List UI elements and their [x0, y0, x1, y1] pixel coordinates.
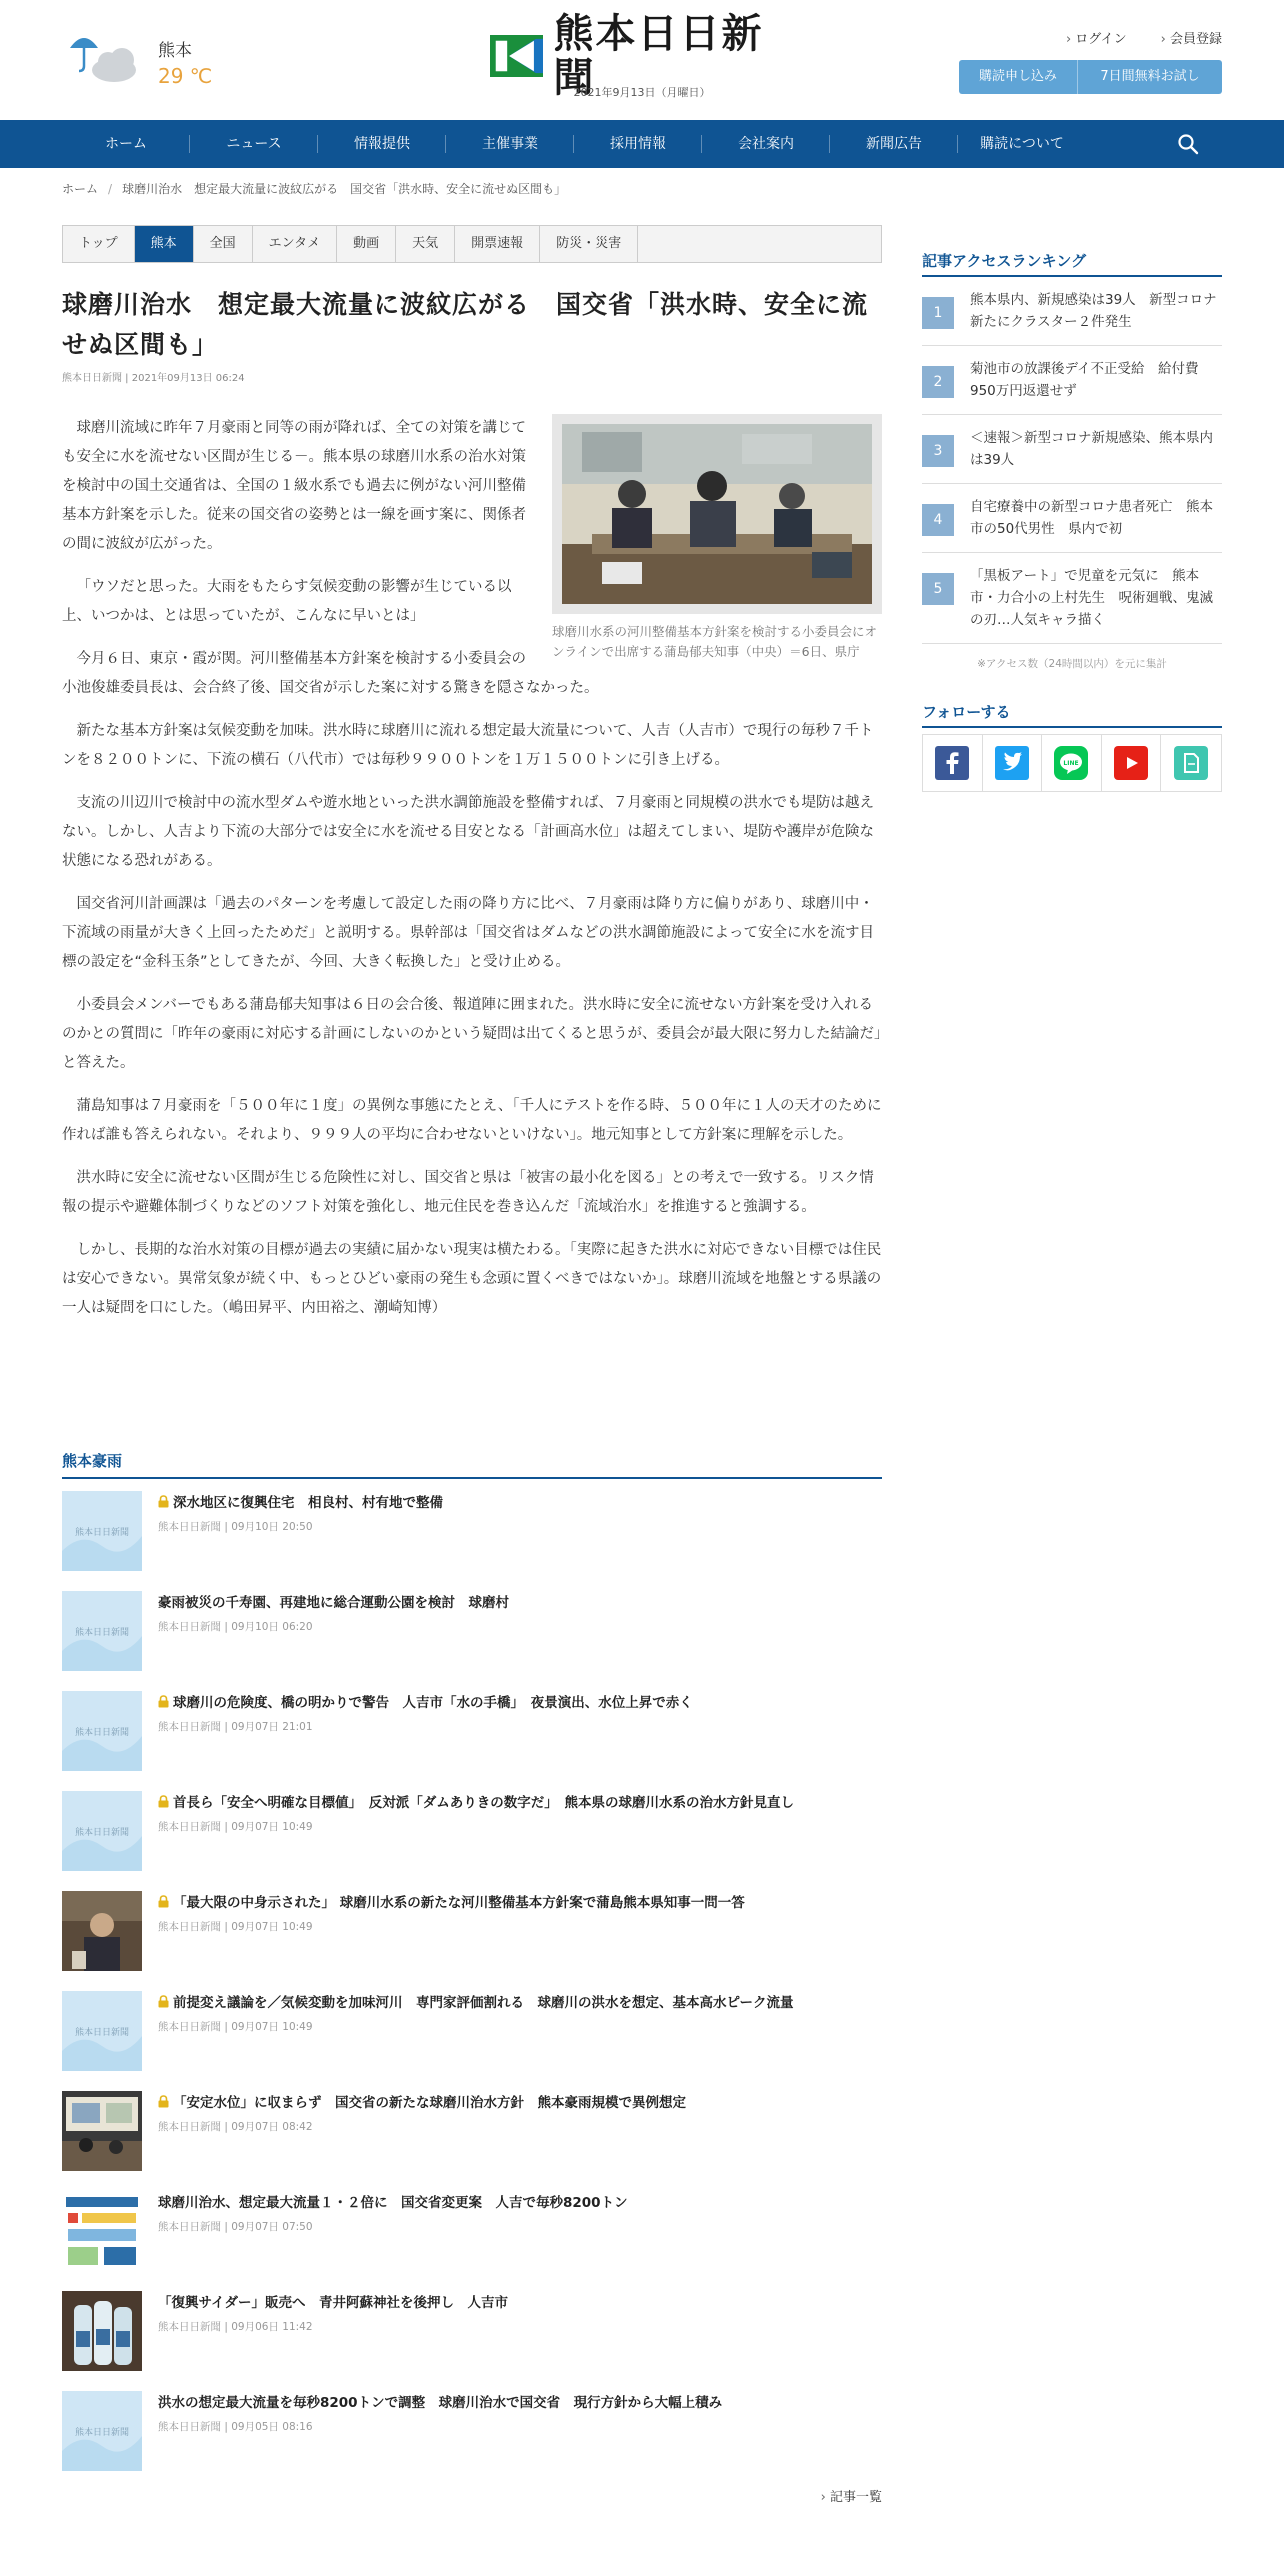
related-article-meta: 熊本日日新聞 | 09月06日 11:42 [158, 2321, 313, 2333]
related-article-text [158, 2191, 628, 2234]
related-article-title[interactable] [158, 1493, 443, 1513]
nav-recruit[interactable]: 採用情報 [574, 120, 702, 168]
related-article-meta: 熊本日日新聞 | 09月10日 06:20 [158, 1621, 313, 1633]
lock-icon [158, 1995, 169, 2008]
tab-top[interactable]: トップ [63, 226, 135, 262]
related-article-text [158, 1591, 509, 1634]
article-thumbnail[interactable] [62, 1891, 142, 1971]
related-articles [62, 1450, 882, 2505]
svg-text:熊本日日新聞: 熊本日日新聞 [74, 1528, 130, 1538]
article-thumbnail[interactable] [62, 1691, 142, 1771]
breadcrumb-separator: / [108, 182, 113, 196]
article-paragraph: 蒲島知事は７月豪雨を「５００年に１度」の異例な事態にたとえ、「千人にテストを作る時、５００年に１人の天才のために作れば誰も答えられない。それより、９９９人の平均に合わせないといけない」。地元知事として方針案に理解を示した。 [62, 1098, 882, 1143]
member-links [1066, 28, 1222, 47]
register-link[interactable]: › 会員登録 [1161, 28, 1222, 47]
tab-entertainment[interactable]: エンタメ [253, 226, 337, 262]
related-article-title[interactable] [158, 1593, 509, 1613]
breadcrumb [62, 180, 566, 197]
related-article-text [158, 2091, 686, 2134]
related-article[interactable] [62, 2379, 882, 2479]
article-paragraph: 支流の川辺川で検討中の流水型ダムや遊水地といった洪水調節施設を整備すれば、７月豪雨と同規模の洪水でも堤防は越えない。しかし、人吉より下流の大部分では安全に水を流せる目安となる「計画高水位」は超えてしまい、堤防や護岸が危険な状態になる恐れがある。 [62, 795, 874, 869]
article-thumbnail[interactable] [62, 1491, 142, 1571]
nav-home[interactable]: ホーム [62, 120, 190, 168]
rank-number: 1 [922, 297, 954, 329]
article-paragraph: 今月６日、東京・霞が関。河川整備基本方針案を検討する小委員会の小池俊雄委員長は、会合終了後、国交省が示した案に対する驚きを隠さなかった。 [62, 651, 599, 696]
related-article-title[interactable] [158, 1693, 693, 1713]
tab-national[interactable]: 全国 [194, 226, 253, 262]
article-thumbnail[interactable] [62, 2191, 142, 2271]
article-paragraph: 新たな基本方針案は気候変動を加味。洪水時に球磨川に流れる想定最大流量について、人吉（人吉市）で現行の毎秒７千トンを８２００トンに、下流の横石（八代市）では毎秒９９００トンを１万１５００トンに引き上げる。 [62, 723, 874, 768]
article-paragraph: 小委員会メンバーでもある蒲島郁夫知事は６日の会合後、報道陣に囲まれた。洪水時に安全に流せない方針案を受け入れるのかとの質問に「昨年の豪雨に対応する計画にしないのかという疑問は出てくると思うが、委員会が最大限に努力した結論だ」と答えた。 [62, 997, 882, 1071]
more-articles-link[interactable]: › 記事一覧 [821, 2486, 882, 2505]
ranking-item[interactable] [922, 553, 1222, 644]
facebook-icon [935, 746, 969, 780]
related-article-title-text[interactable]: 「安定水位」に収まらず 国交省の新たな球磨川治水方針 熊本豪雨規模で異例想定 [173, 2095, 686, 2111]
related-article[interactable] [62, 1879, 882, 1979]
related-article[interactable] [62, 2079, 882, 2179]
related-article-title[interactable] [158, 1993, 793, 2013]
rank-title[interactable]: ＜速報＞新型コロナ新規感染、熊本県内は39人 [970, 430, 1213, 468]
nav-events[interactable]: 主催事業 [446, 120, 574, 168]
article-body [62, 414, 882, 1323]
related-article[interactable] [62, 1479, 882, 1579]
app-icon [1174, 746, 1208, 780]
related-article-title[interactable] [158, 2093, 686, 2113]
article-paragraph: 国交省河川計画課は「過去のパターンを考慮して設定した雨の降り方に比べ、７月豪雨は降り方に偏りがあり、球磨川中・下流域の雨量が大きく上回ったためだ」と説明する。県幹部は「国交省はダムなどの洪水調節施設によって安全に水を流す目標の設定を“金科玉条”としてきたが、今回、大きく転換した」と受け止める。 [62, 896, 874, 970]
related-article-meta: 熊本日日新聞 | 09月05日 08:16 [158, 2421, 313, 2433]
ranking-item[interactable] [922, 277, 1231, 346]
article-figure [552, 414, 882, 662]
lock-icon [158, 2095, 169, 2108]
article-photo[interactable] [552, 414, 882, 614]
logo-k-icon [490, 34, 543, 78]
nav-info[interactable]: 情報提供 [318, 120, 446, 168]
rank-number: 4 [922, 504, 954, 536]
svg-text:LINE: LINE [1063, 760, 1080, 767]
svg-text:熊本日日新聞: 熊本日日新聞 [74, 1628, 130, 1638]
related-article[interactable] [62, 1679, 882, 1779]
article-paragraph: 洪水時に安全に流せない区間が生じる危険性に対し、国交省と県は「被害の最小化を図る」との考えで一致する。リスク情報の提示や避難体制づくりなどのソフト対策を強化し、地元住民を巻き込んだ「流域治水」を推進すると強調する。 [62, 1170, 874, 1215]
ranking-note: ※アクセス数（24時間以内）を元に集計 [977, 658, 1167, 670]
related-article-text [158, 1691, 693, 1734]
follow-section [922, 701, 1222, 792]
lock-icon [158, 1495, 169, 1508]
ranking-item[interactable] [922, 484, 1222, 553]
related-article[interactable] [62, 1579, 882, 1679]
rank-number: 2 [922, 366, 954, 398]
nav-subscription[interactable]: 購読について [980, 136, 1064, 152]
weather-city: 熊本 [158, 41, 192, 61]
related-article-meta: 熊本日日新聞 | 09月10日 20:50 [158, 1521, 313, 1533]
ranking-item[interactable] [922, 415, 1222, 484]
category-tabs [62, 225, 882, 263]
related-article[interactable] [62, 1979, 882, 2079]
related-article-title-text[interactable]: 前提変え議論を／気候変動を加味河川 専門家評価割れる 球磨川の洪水を想定、基本高水ピーク流量 [173, 1995, 794, 2011]
weather-temp: 29 ℃ [158, 64, 213, 88]
svg-text:熊本日日新聞: 熊本日日新聞 [74, 2428, 130, 2438]
youtube-link[interactable] [1102, 735, 1162, 791]
follow-heading: フォローする [922, 701, 1222, 728]
article [62, 285, 882, 1337]
photo-caption: 球磨川水系の河川整備基本方針案を検討する小委員会にオンラインで出席する蒲島郁夫知事（中央）＝6日、県庁 [552, 624, 878, 659]
logo-text: 熊本日日新聞 [553, 10, 764, 101]
related-article-title[interactable] [158, 1793, 794, 1813]
site-header [0, 0, 1284, 120]
tab-election[interactable]: 開票速報 [455, 226, 540, 262]
rank-title[interactable]: 菊池市の放課後デイ不正受給 給付費950万円返還せず [970, 361, 1199, 399]
related-article-meta: 熊本日日新聞 | 09月07日 10:49 [158, 1921, 313, 1933]
tab-weather[interactable]: 天気 [396, 226, 455, 262]
related-list [62, 1479, 882, 2479]
related-article-meta: 熊本日日新聞 | 09月07日 10:49 [158, 1821, 313, 1833]
rank-title[interactable]: 熊本県内、新規感染は39人 新型コロナ 新たにクラスター２件発生 [970, 292, 1231, 330]
rank-title[interactable]: 「黒板アート」で児童を元気に 熊本市・力合小の上村先生 呪術廻戦、鬼滅の刃…人気キャラ描く [970, 568, 1213, 628]
article-paragraph: 「ウソだと思った。大雨をもたらす気候変動の影響が生じている以上、いつかは、とは思っていたが、こんなに早いとは」 [62, 579, 512, 624]
login-link[interactable]: › ログイン [1066, 28, 1127, 47]
article-thumbnail[interactable] [62, 2391, 142, 2471]
search-icon[interactable] [1176, 132, 1200, 156]
related-article-title-text[interactable]: 洪水の想定最大流量を毎秒8200トンで調整 球磨川治水で国交省 現行方針から大幅上積み [158, 2395, 723, 2411]
tab-kumamoto[interactable]: 熊本 [135, 226, 194, 262]
article-title: 球磨川治水 想定最大流量に波紋広がる 国交省「洪水時、安全に流せぬ区間も」 [62, 290, 869, 359]
subscribe-button[interactable]: 購読申し込み [959, 60, 1078, 94]
related-article-title[interactable] [158, 2193, 628, 2213]
related-article-text [158, 2391, 722, 2434]
article-thumbnail[interactable] [62, 1591, 142, 1671]
article-thumbnail[interactable] [62, 1791, 142, 1871]
nav-company[interactable]: 会社案内 [702, 120, 830, 168]
related-article-text [158, 1491, 443, 1534]
related-article-text [158, 2291, 508, 2334]
svg-text:熊本日日新聞: 熊本日日新聞 [74, 1728, 130, 1738]
related-article-title-text[interactable]: 「最大限の中身示された」 球磨川水系の新たな河川整備基本方針案で蒲島熊本県知事一問一答 [173, 1895, 745, 1911]
facebook-link[interactable] [923, 735, 983, 791]
subscription-buttons [959, 60, 1222, 94]
related-article-title-text[interactable]: 豪雨被災の千寿園、再建地に総合運動公園を検討 球磨村 [158, 1595, 509, 1611]
related-article-text [158, 1991, 793, 2034]
related-article-meta: 熊本日日新聞 | 09月07日 07:50 [158, 2221, 313, 2233]
related-article-meta: 熊本日日新聞 | 09月07日 08:42 [158, 2121, 313, 2133]
article-byline: 熊本日日新聞 | 2021年09月13日 06:24 [62, 373, 245, 384]
twitter-icon [995, 746, 1029, 780]
app-link[interactable] [1161, 735, 1221, 791]
lock-icon [158, 1695, 169, 1708]
related-article-title-text[interactable]: 「復興サイダー」販売へ 青井阿蘇神社を後押し 人吉市 [158, 2295, 509, 2311]
breadcrumb-home[interactable]: ホーム [62, 182, 99, 196]
related-article-title[interactable] [158, 2293, 508, 2313]
twitter-link[interactable] [983, 735, 1043, 791]
related-article-title[interactable] [158, 2393, 722, 2413]
free-trial-button[interactable]: 7日間無料お試し [1078, 60, 1222, 94]
ranking-item[interactable] [922, 346, 1222, 415]
header-date: 2021年9月13日（月曜日） [573, 86, 711, 99]
rank-number: 5 [922, 573, 954, 605]
lock-icon [158, 1895, 169, 1908]
related-article-title[interactable] [158, 1893, 745, 1913]
related-article-meta: 熊本日日新聞 | 09月07日 21:01 [158, 1721, 313, 1733]
tab-disaster[interactable]: 防災・災害 [540, 226, 638, 262]
article-thumbnail[interactable] [62, 2091, 142, 2171]
related-article[interactable] [62, 2179, 882, 2279]
meeting-photo [562, 424, 872, 604]
related-article[interactable] [62, 1779, 882, 1879]
related-article-title-text[interactable]: 球磨川の危険度、橋の明かりで警告 人吉市「水の手橋」 夜景演出、水位上昇で赤く [173, 1695, 693, 1711]
article-paragraph: しかし、長期的な治水対策の目標が過去の実績に届かない現実は横たわる。「実際に起きた洪水に対応できない目標では住民は安心できない。異常気象が続く中、もっとひどい豪雨の発生も念頭に置くべきではないか」。球磨川流域を地盤とする県議の一人は疑問を口にした。（嶋田昇平、内田裕之、潮崎知博） [62, 1242, 882, 1316]
nav-ads[interactable]: 新聞広告 [830, 120, 958, 168]
rain-cloud-icon [62, 26, 152, 86]
rank-number: 3 [922, 435, 954, 467]
related-article-text [158, 1891, 745, 1934]
global-nav [0, 120, 1284, 168]
related-article[interactable] [62, 2279, 882, 2379]
svg-text:熊本日日新聞: 熊本日日新聞 [74, 2028, 130, 2038]
svg-text:熊本日日新聞: 熊本日日新聞 [74, 1828, 130, 1838]
youtube-icon [1114, 746, 1148, 780]
related-article-title-text[interactable]: 深水地区に復興住宅 相良村、村有地で整備 [173, 1495, 443, 1511]
related-article-title-text[interactable]: 球磨川治水、想定最大流量１・２倍に 国交省変更案 人吉で毎秒8200トン [158, 2195, 628, 2211]
tab-video[interactable]: 動画 [337, 226, 396, 262]
article-thumbnail[interactable] [62, 1991, 142, 2071]
ranking-list [922, 277, 1231, 644]
article-paragraph: 球磨川流域に昨年７月豪雨と同等の雨が降れば、全ての対策を講じても安全に水を流せない区間が生じる－。熊本県の球磨川水系の治水対策を検討中の国土交通省は、全国の１級水系でも過去に例がない河川整備基本方針案を示した。従来の国交省の姿勢とは一線を画す案に、関係者の間に波紋が広がった。 [62, 420, 526, 552]
lock-icon [158, 1795, 169, 1808]
breadcrumb-current: 球磨川治水 想定最大流量に波紋広がる 国交省「洪水時、安全に流せぬ区間も」 [122, 182, 567, 196]
article-thumbnail[interactable] [62, 2291, 142, 2371]
related-article-text [158, 1791, 794, 1834]
related-article-meta: 熊本日日新聞 | 09月07日 10:49 [158, 2021, 313, 2033]
sidebar [922, 250, 1231, 792]
line-icon [1054, 746, 1088, 780]
nav-news[interactable]: ニュース [190, 120, 318, 168]
line-link[interactable] [1042, 735, 1102, 791]
ranking-heading: 記事アクセスランキング [922, 250, 1222, 277]
related-heading: 熊本豪雨 [62, 1450, 882, 1479]
sns-links [922, 734, 1222, 792]
rank-title[interactable]: 自宅療養中の新型コロナ患者死亡 熊本市の50代男性 県内で初 [970, 499, 1213, 537]
related-article-title-text[interactable]: 首長ら「安全へ明確な目標値」 反対派「ダムありきの数字だ」 熊本県の球磨川水系の治水方針見直し [173, 1795, 794, 1811]
